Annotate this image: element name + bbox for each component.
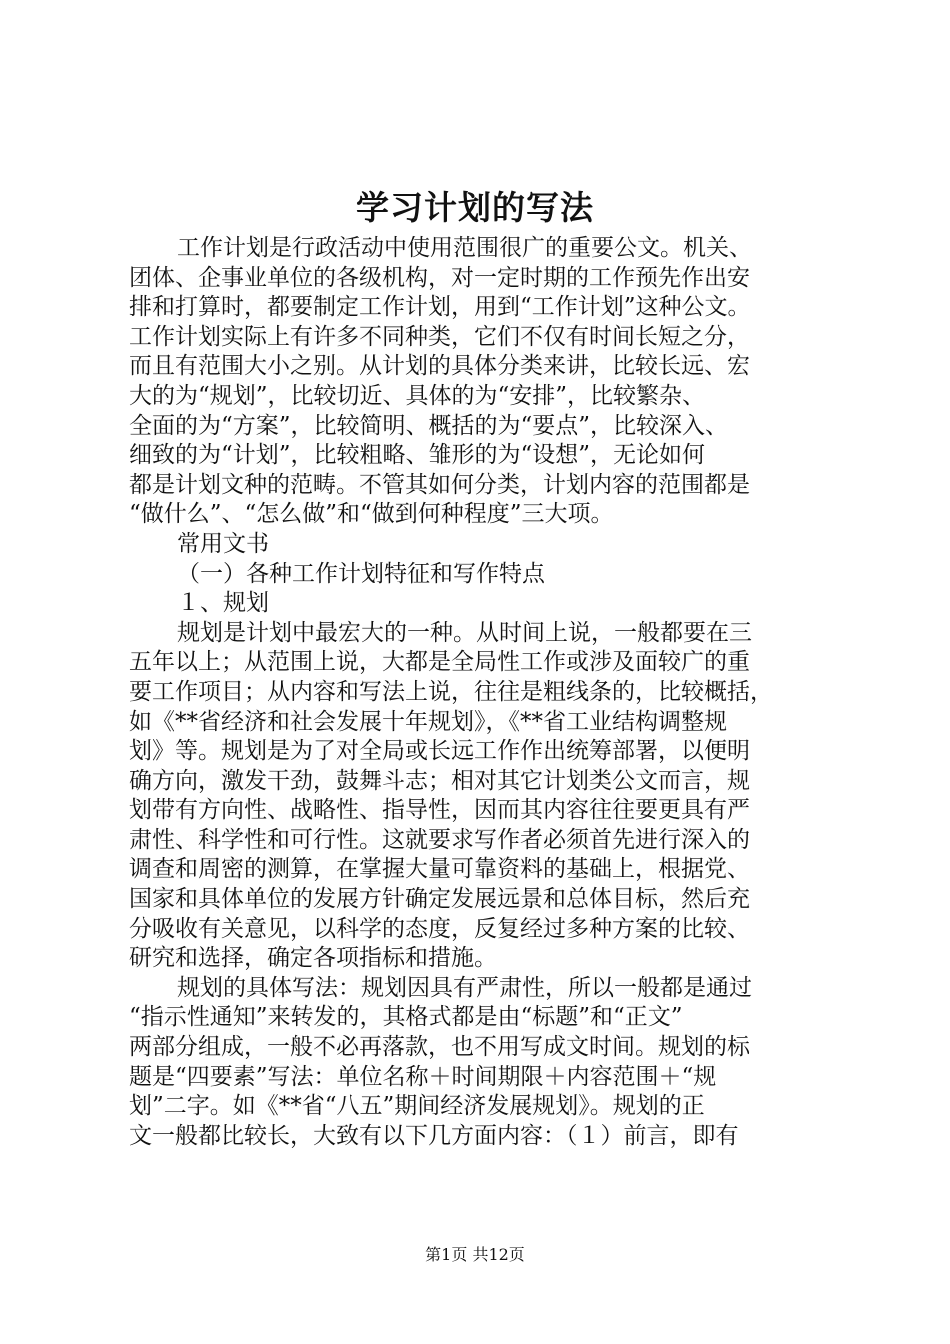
paragraph-line: 如《**省经济和社会发展十年规划》，《**省工业结构调整规 <box>129 708 727 735</box>
paragraph-line: 全面的为“方案”，比较简明、概括的为“要点”，比较深入、 <box>129 412 729 439</box>
paragraph-line: 确方向，激发干劲，鼓舞斗志；相对其它计划类公文而言，规 <box>129 767 750 794</box>
paragraph-line: 划》等。规划是为了对全局或长远工作作出统筹部署，以便明 <box>129 738 750 765</box>
paragraph-line: 细致的为“计划”，比较粗略、雏形的为“设想”，无论如何 <box>129 442 706 469</box>
paragraph-line: 国家和具体单位的发展方针确定发展远景和总体目标，然后充 <box>129 886 750 913</box>
paragraph-line: 工作计划实际上有许多不同种类，它们不仅有时间长短之分， <box>129 323 750 350</box>
paragraph-line: 分吸收有关意见，以科学的态度，反复经过多种方案的比较、 <box>129 915 750 942</box>
paragraph-line: 团体、企事业单位的各级机构，对一定时期的工作预先作出安 <box>129 264 750 291</box>
paragraph-line: 而且有范围大小之别。从计划的具体分类来讲，比较长远、宏 <box>129 353 750 380</box>
section-label: 常用文书 <box>177 530 269 557</box>
paragraph-line: 要工作项目；从内容和写法上说，往往是粗线条的，比较概括， <box>129 678 773 705</box>
paragraph-line: 都是计划文种的范畴。不管其如何分类，计划内容的范围都是 <box>129 471 750 498</box>
paragraph-line: “做什么”、“怎么做”和“做到何种程度”三大项。 <box>129 501 614 528</box>
paragraph-line: “指示性通知”来转发的，其格式都是由“标题”和“正文” <box>129 1004 683 1031</box>
paragraph-line: 规划是计划中最宏大的一种。从时间上说，一般都要在三 <box>177 619 752 646</box>
paragraph-line: 工作计划是行政活动中使用范围很广的重要公文。机关、 <box>177 235 752 261</box>
document-title: 学习计划的写法 <box>356 188 594 227</box>
paragraph-line: 五年以上；从范围上说，大都是全局性工作或涉及面较广的重 <box>129 649 750 676</box>
paragraph-line: 两部分组成，一般不必再落款，也不用写成文时间。规划的标 <box>129 1034 750 1061</box>
document-body <box>129 234 841 1151</box>
section-heading: （一）各种工作计划特征和写作特点 <box>177 560 545 587</box>
paragraph-line: 划”二字。如《**省“八五”期间经济发展规划》。规划的正 <box>129 1093 705 1120</box>
paragraph-line: 研究和选择，确定各项指标和措施。 <box>129 945 497 972</box>
paragraph-line: 调查和周密的测算，在掌握大量可靠资料的基础上，根据党、 <box>129 856 750 883</box>
paragraph-line: 排和打算时，都要制定工作计划，用到“工作计划”这种公文。 <box>129 294 751 321</box>
paragraph-line: 划带有方向性、战略性、指导性，因而其内容往往要更具有严 <box>129 797 750 824</box>
paragraph-line: 文一般都比较长，大致有以下几方面内容：（１）前言，即有 <box>129 1122 739 1149</box>
page-number-footer: 第1页 共12页 <box>425 1245 525 1264</box>
paragraph-line: 肃性、科学性和可行性。这就要求写作者必须首先进行深入的 <box>129 826 750 853</box>
paragraph-line: 规划的具体写法：规划因具有严肃性，所以一般都是通过 <box>177 974 752 1001</box>
paragraph-line: 大的为“规划”，比较切近、具体的为“安排”，比较繁杂、 <box>129 382 706 409</box>
paragraph-line: 题是“四要素”写法：单位名称＋时间期限＋内容范围＋“规 <box>129 1063 717 1090</box>
subsection-heading: １、规划 <box>177 590 269 617</box>
